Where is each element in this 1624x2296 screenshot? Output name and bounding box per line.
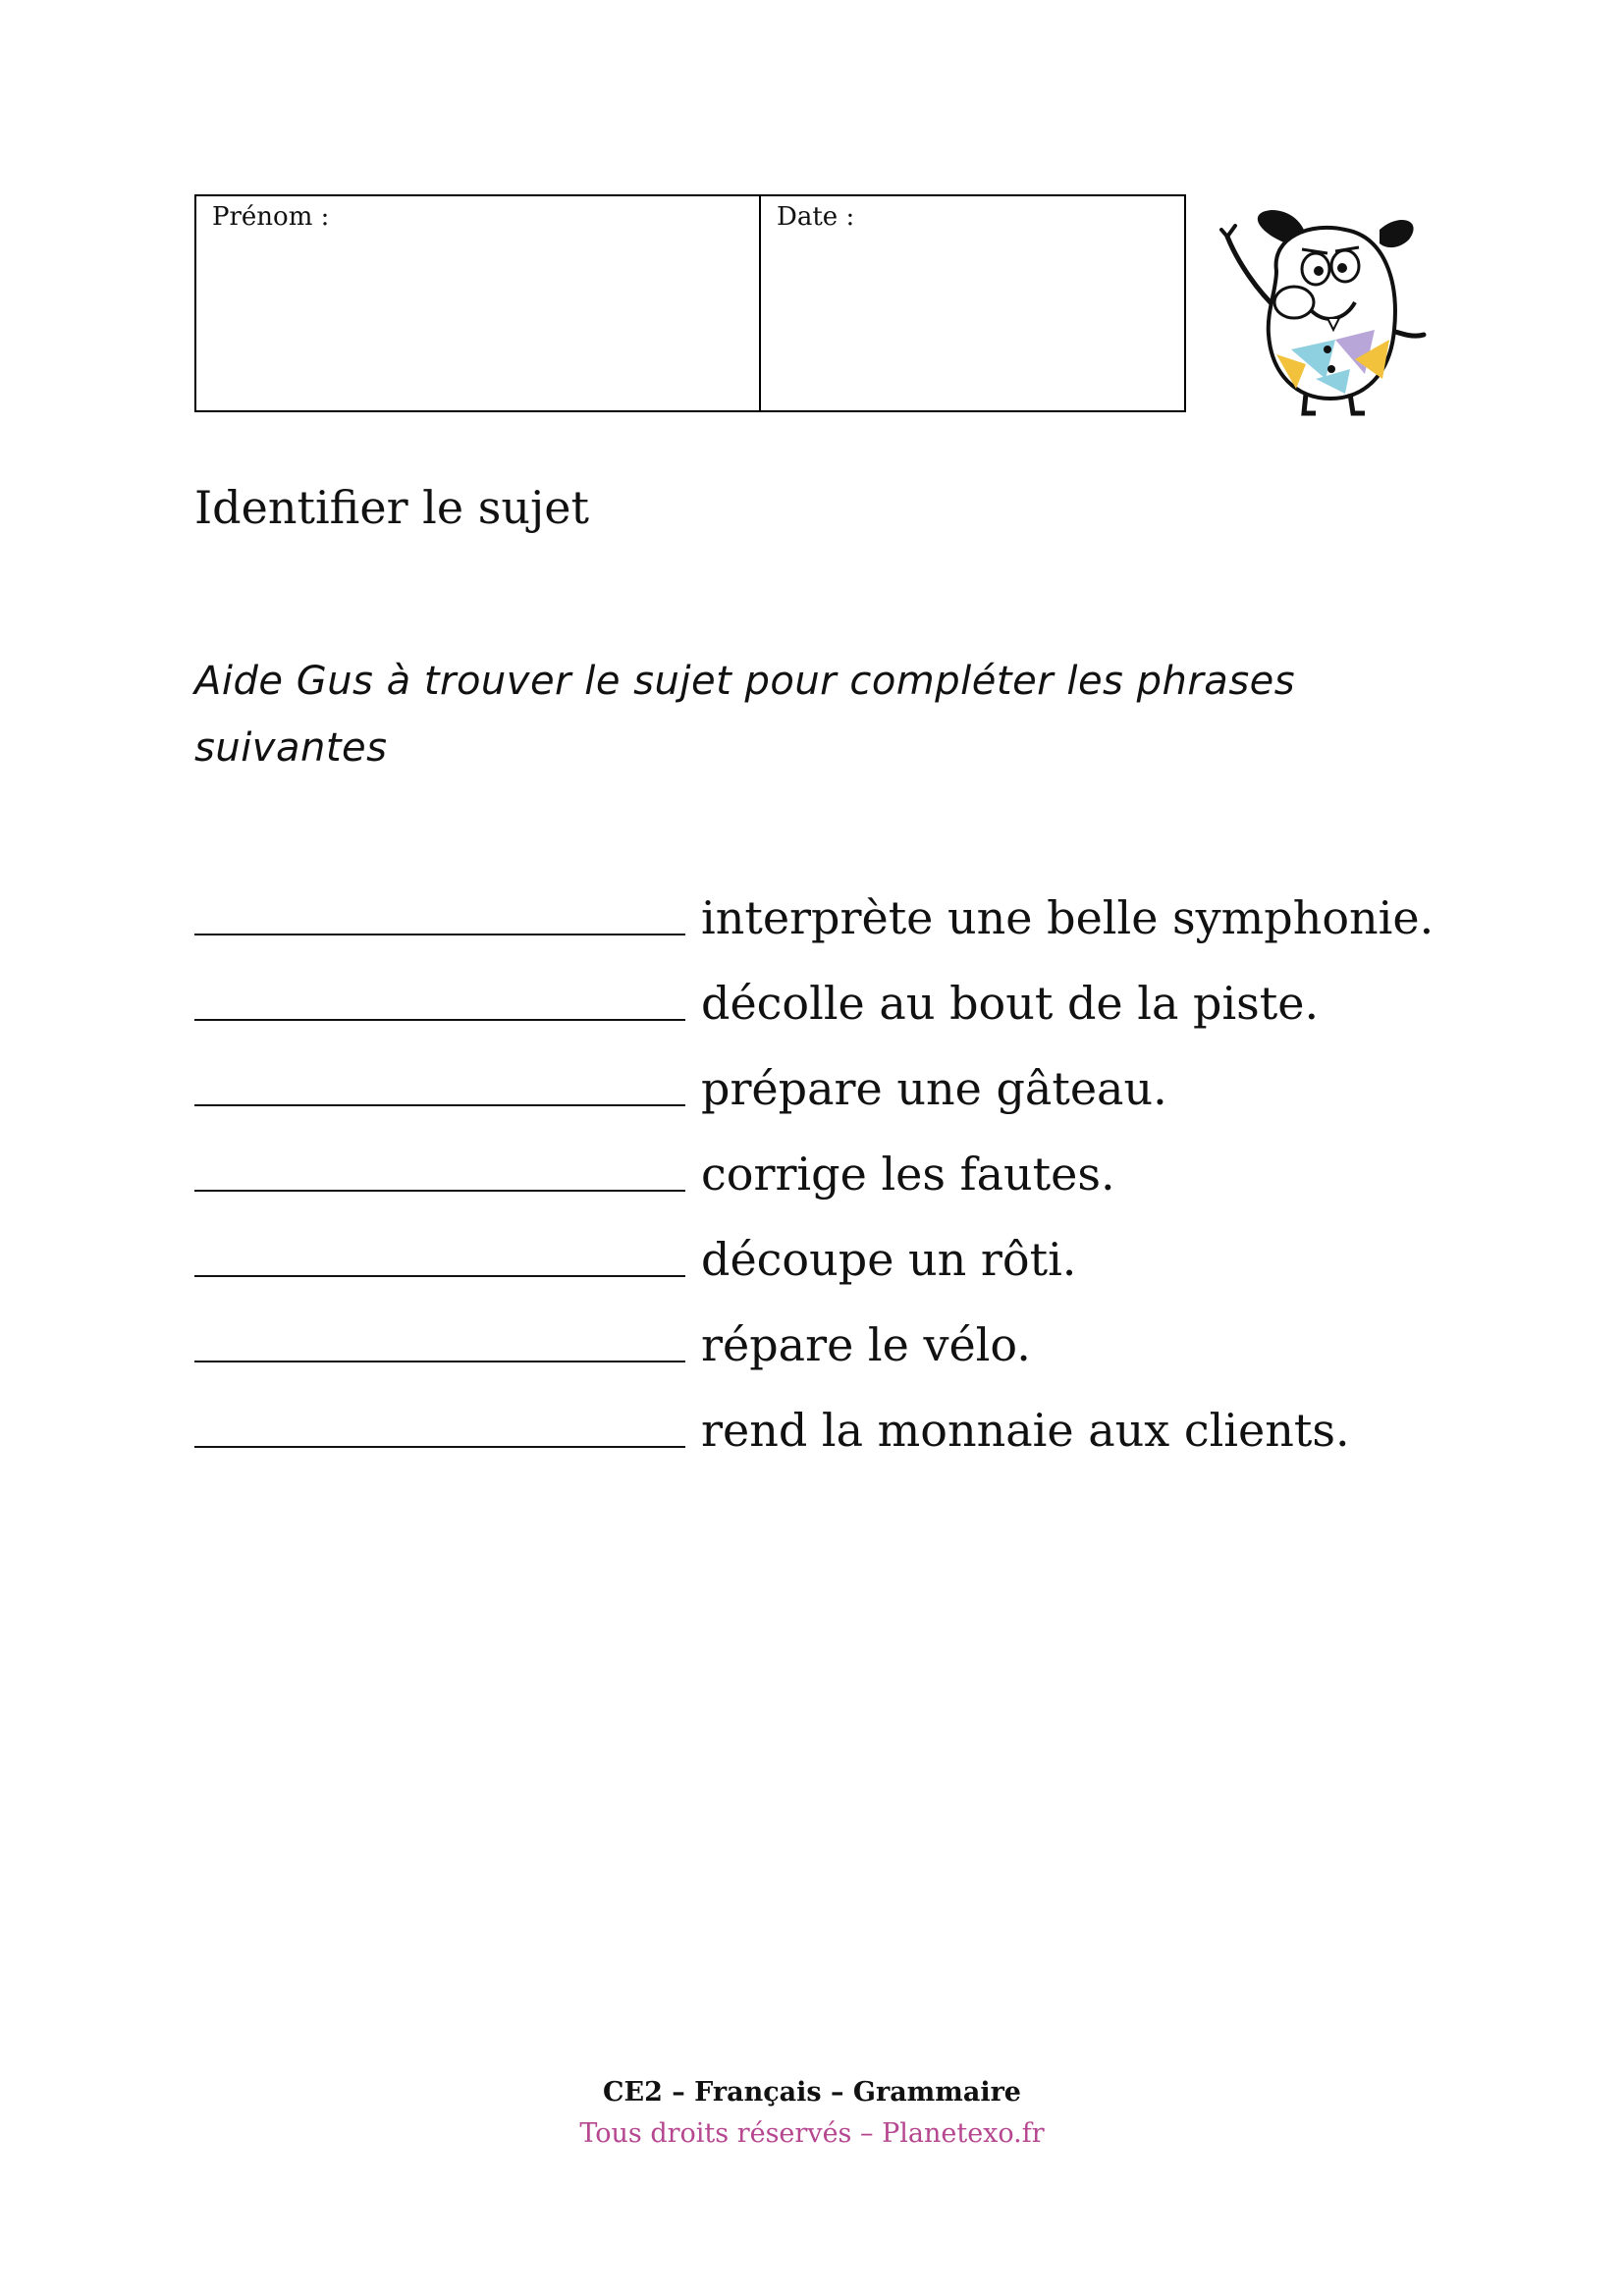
date-label: Date : xyxy=(777,202,855,232)
exercise-list xyxy=(194,891,1471,1489)
sentence-text: prépare une gâteau. xyxy=(701,1062,1167,1115)
answer-blank[interactable] xyxy=(194,934,685,935)
prenom-field[interactable] xyxy=(196,196,761,410)
exercise-item xyxy=(194,1404,1471,1489)
sentence-text: décolle au bout de la piste. xyxy=(701,977,1320,1030)
exercise-item xyxy=(194,977,1471,1062)
sentence-text: découpe un rôti. xyxy=(701,1233,1077,1286)
exercise-item xyxy=(194,1148,1471,1233)
answer-blank[interactable] xyxy=(194,1019,685,1021)
date-field[interactable] xyxy=(761,196,1184,410)
exercise-item xyxy=(194,1233,1471,1318)
page-title: Identifier le sujet xyxy=(194,481,589,534)
instruction-text: Aide Gus à trouver le sujet pour compléter les phrases suivantes xyxy=(194,659,1296,771)
answer-blank[interactable] xyxy=(194,1275,685,1277)
footer-copyright-link[interactable]: Tous droits réservés – Planetexo.fr xyxy=(579,2118,1045,2149)
sentence-text: répare le vélo. xyxy=(701,1318,1031,1371)
footer-subject: CE2 – Français – Grammaire xyxy=(603,2077,1021,2108)
sentence-text: rend la monnaie aux clients. xyxy=(701,1404,1350,1457)
exercise-item xyxy=(194,1318,1471,1404)
answer-blank[interactable] xyxy=(194,1104,685,1106)
answer-blank[interactable] xyxy=(194,1361,685,1362)
prenom-label: Prénom : xyxy=(212,202,330,232)
gus-mascot-icon xyxy=(1218,192,1429,418)
exercise-item xyxy=(194,1062,1471,1148)
sentence-text: interprète une belle symphonie. xyxy=(701,891,1435,944)
sentence-text: corrige les fautes. xyxy=(701,1148,1115,1201)
exercise-item xyxy=(194,891,1471,977)
identity-table xyxy=(194,194,1186,412)
answer-blank[interactable] xyxy=(194,1446,685,1448)
answer-blank[interactable] xyxy=(194,1190,685,1192)
